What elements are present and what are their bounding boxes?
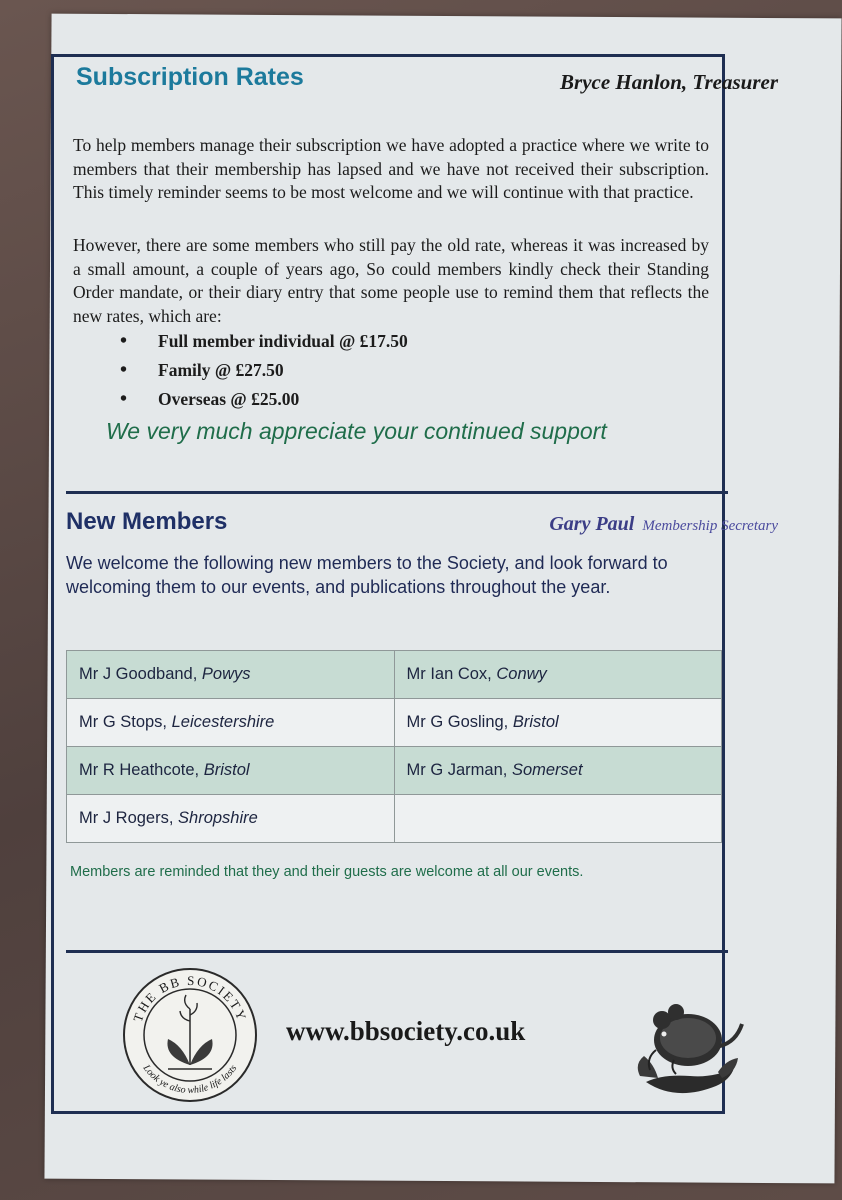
member-cell: Mr G Jarman, Somerset bbox=[394, 747, 722, 795]
new-members-intro: We welcome the following new members to the Society, and look forward to welcoming them to our events, and publications throughout the year. bbox=[66, 553, 668, 597]
new-members-heading: New Members bbox=[66, 508, 228, 535]
table-row bbox=[67, 747, 722, 795]
footer-divider bbox=[66, 950, 728, 953]
bb-society-seal-icon bbox=[120, 965, 260, 1105]
subscription-paragraph-1: To help members manage their subscription we have adopted a practice where we write to members that their membership has lapsed and we have not received their subscription. This timely reminder seems to be most welcome and we will continue with that practice. bbox=[73, 135, 709, 202]
secretary-role: Membership Secretary bbox=[642, 518, 778, 534]
appreciation-line: We very much appreciate your continued support bbox=[106, 418, 607, 444]
member-cell: Mr G Stops, Leicestershire bbox=[67, 699, 395, 747]
new-members-table bbox=[66, 650, 722, 843]
rates-list bbox=[120, 327, 408, 414]
member-cell: Mr Ian Cox, Conwy bbox=[394, 651, 722, 699]
member-cell: Mr R Heathcote, Bristol bbox=[67, 747, 395, 795]
member-cell: Mr J Goodband, Powys bbox=[67, 651, 395, 699]
rate-item-overseas: • Overseas @ £25.00 bbox=[120, 385, 408, 414]
rate-item-family: • Family @ £27.50 bbox=[120, 356, 408, 385]
svg-text:THE BB SOCIETY: THE BB SOCIETY bbox=[130, 972, 251, 1024]
member-cell-empty bbox=[394, 795, 722, 843]
secretary-name: Gary Paul bbox=[549, 513, 635, 535]
svg-text:Look ye also while life lasts: Look ye also while life lasts bbox=[140, 1062, 240, 1097]
table-row bbox=[67, 795, 722, 843]
section-divider bbox=[66, 491, 728, 494]
subscription-paragraph-2: However, there are some members who still pay the old rate, whereas it was increased by a small amount, a couple of years ago, So could members kindly check their Standing Order mandate, or their diary entry that some people use to remind them that reflects the new rates, which are: bbox=[73, 235, 709, 326]
events-reminder: Members are reminded that they and their guests are welcome at all our events. bbox=[70, 864, 584, 880]
member-cell: Mr J Rogers, Shropshire bbox=[67, 795, 395, 843]
website-url: www.bbsociety.co.uk bbox=[286, 1016, 526, 1046]
rate-item-full: • Full member individual @ £17.50 bbox=[120, 327, 408, 356]
subscription-author: Bryce Hanlon, Treasurer bbox=[560, 70, 778, 94]
member-cell: Mr G Gosling, Bristol bbox=[394, 699, 722, 747]
table-row bbox=[67, 699, 722, 747]
dormouse-engraving-icon bbox=[626, 990, 744, 1100]
table-row bbox=[67, 651, 722, 699]
membership-secretary bbox=[549, 513, 778, 536]
subscription-rates-heading: Subscription Rates bbox=[76, 63, 304, 91]
